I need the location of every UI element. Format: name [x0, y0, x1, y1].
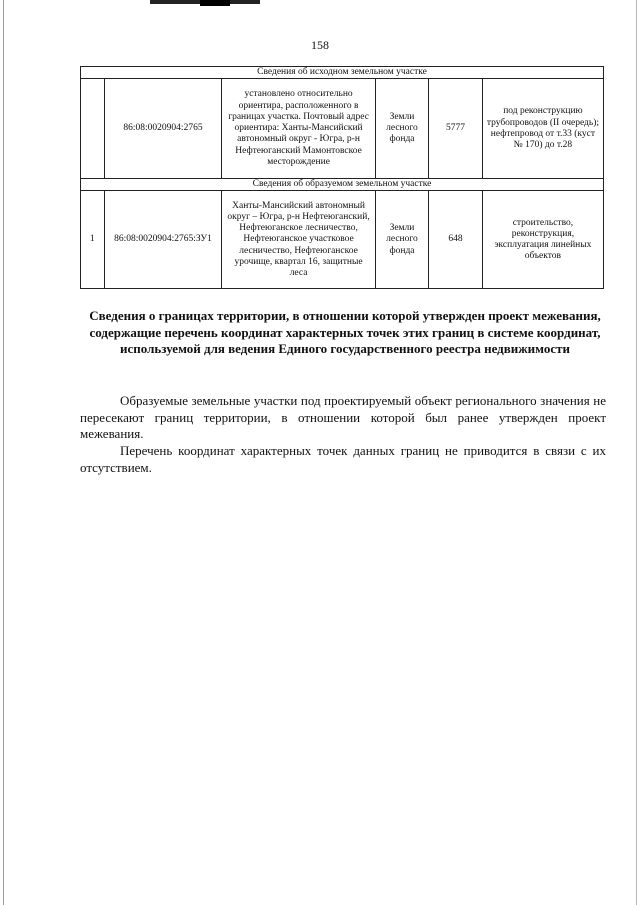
- land-plot-table: [80, 66, 604, 289]
- plot-area: 5777: [429, 79, 483, 179]
- paragraph: Перечень координат характерных точек данных границ не приводится в связи с их отсутствием.: [80, 443, 606, 475]
- land-category: Земли лесного фонда: [375, 191, 429, 289]
- paragraph: Образуемые земельные участки под проектируемый объект регионального значения не пересекают границ территории, в отношении которой был ранее утвержден проект межевания.: [80, 393, 606, 441]
- table-section-row: [81, 179, 604, 191]
- page-number: 158: [311, 38, 329, 52]
- scan-edge: [3, 0, 4, 905]
- cadastral-number: 86:08:0020904:2765: [104, 79, 222, 179]
- permitted-use: под реконструкцию трубопроводов (II очередь); нефтепровод от т.33 (куст № 170) до т.28: [482, 79, 603, 179]
- table-section-row: [81, 67, 604, 79]
- table-row: [81, 79, 604, 179]
- plot-area: 648: [429, 191, 483, 289]
- formed-section-title: Сведения об образуемом земельном участке: [81, 179, 604, 191]
- land-category: Земли лесного фонда: [375, 79, 429, 179]
- permitted-use: строительство, реконструкция, эксплуатация линейных объектов: [482, 191, 603, 289]
- cadastral-number: 86:08:0020904:2765:ЗУ1: [104, 191, 222, 289]
- section-heading: Сведения о границах территории, в отношении которой утвержден проект межевания, содержащие перечень координат характерных точек этих границ в системе координат, используемой для ведения Единого государственного реестра недвижимости: [89, 308, 601, 356]
- scan-artifact: [200, 0, 230, 6]
- plot-address: установлено относительно ориентира, расположенного в границах участка. Почтовый адрес ориентира: Ханты-Мансийский автономный округ - Югра, р-н Нефтеюганский Мамонтовское месторождение: [222, 79, 375, 179]
- row-number: 1: [81, 191, 105, 289]
- table-row: [81, 191, 604, 289]
- scan-edge: [636, 0, 637, 905]
- plot-address: Ханты-Мансийский автономный округ – Югра, р-н Нефтеюганский, Нефтеюганское лесничество, Нефтеюганское участковое лесничество, Нефтеюганское урочище, квартал 16, защитные леса: [222, 191, 375, 289]
- source-section-title: Сведения об исходном земельном участке: [81, 67, 604, 79]
- row-number: [81, 79, 105, 179]
